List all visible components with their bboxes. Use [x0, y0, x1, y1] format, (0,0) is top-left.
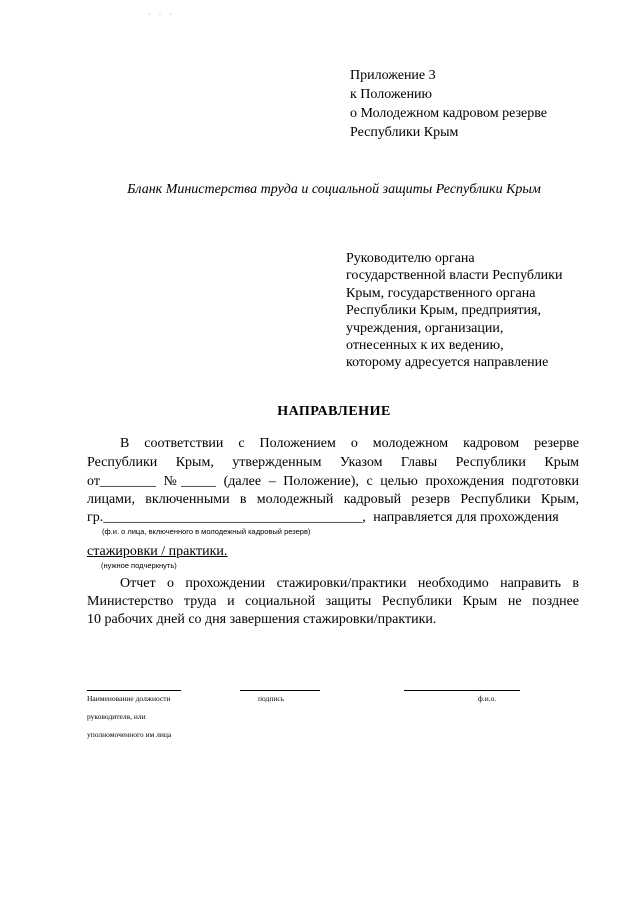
position-label: Наименование должности: [87, 694, 171, 703]
appendix-line-3: о Молодежном кадровом резерве: [350, 106, 547, 121]
appendix-line-2: к Положению: [350, 87, 433, 102]
document-title: НАПРАВЛЕНИЕ: [277, 404, 391, 419]
report-line-1: Отчет о прохождении стажировки/практики необходимо направить в: [120, 576, 579, 591]
addressee-block: [346, 250, 562, 372]
addressee-line-3: Крым, государственного органа: [346, 285, 536, 301]
addressee-line-6: отнесенных к их ведению,: [346, 338, 504, 354]
body-line-2: Республики Крым, утвержденным Указом Главы Республики Крым: [87, 455, 579, 470]
underline-hint: (нужное подчеркнуть): [101, 561, 177, 570]
addressee-line-4: Республики Крым, предприятия,: [346, 303, 541, 319]
position-signature-line: [87, 690, 181, 691]
signature-label: подпись: [258, 694, 285, 703]
scan-artifact: · · ·: [148, 10, 175, 19]
fio-hint: (ф.и. о лица, включенного в молодежный кадровый резерв): [102, 527, 311, 536]
name-signature-line: [404, 690, 520, 691]
body-line-5-text: направляется для прохождения: [373, 510, 559, 525]
name-label: ф.и.о.: [478, 694, 497, 703]
signature-line: [240, 690, 320, 691]
appendix-block: [350, 66, 547, 142]
internship-type: стажировки / практики.: [87, 544, 228, 559]
addressee-line-7: которому адресуется направление: [346, 355, 549, 371]
report-line-3: 10 рабочих дней со дня завершения стажировки/практики.: [87, 612, 437, 627]
body-line-1: В соответствии с Положением о молодежном кадровом резерве: [120, 436, 579, 451]
addressee-line-2: государственной власти Республики: [346, 268, 563, 284]
body-line-4: лицами, включенными в молодежный кадровый резерв Республики Крым,: [87, 492, 579, 507]
position-label-3: уполномоченного им лица: [87, 730, 172, 739]
appendix-line-4: Республики Крым: [350, 125, 459, 140]
letterhead-placeholder: Бланк Министерства труда и социальной защиты Республики Крым: [127, 182, 541, 197]
addressee-line-1: Руководителю органа: [346, 251, 475, 266]
recipient-name-field: гр._____________________________________,: [87, 510, 366, 525]
body-line-5: [87, 510, 579, 526]
addressee-line-5: учреждения, организации,: [346, 320, 504, 336]
position-label-2: руководителя, или: [87, 712, 146, 721]
report-line-2: Министерство труда и социальной защиты Республики Крым не позднее: [87, 594, 579, 609]
appendix-line-1: Приложение 3: [350, 68, 436, 83]
body-line-3: от________ №_____ (далее – Положение), с целью прохождения подготовки: [87, 474, 579, 489]
